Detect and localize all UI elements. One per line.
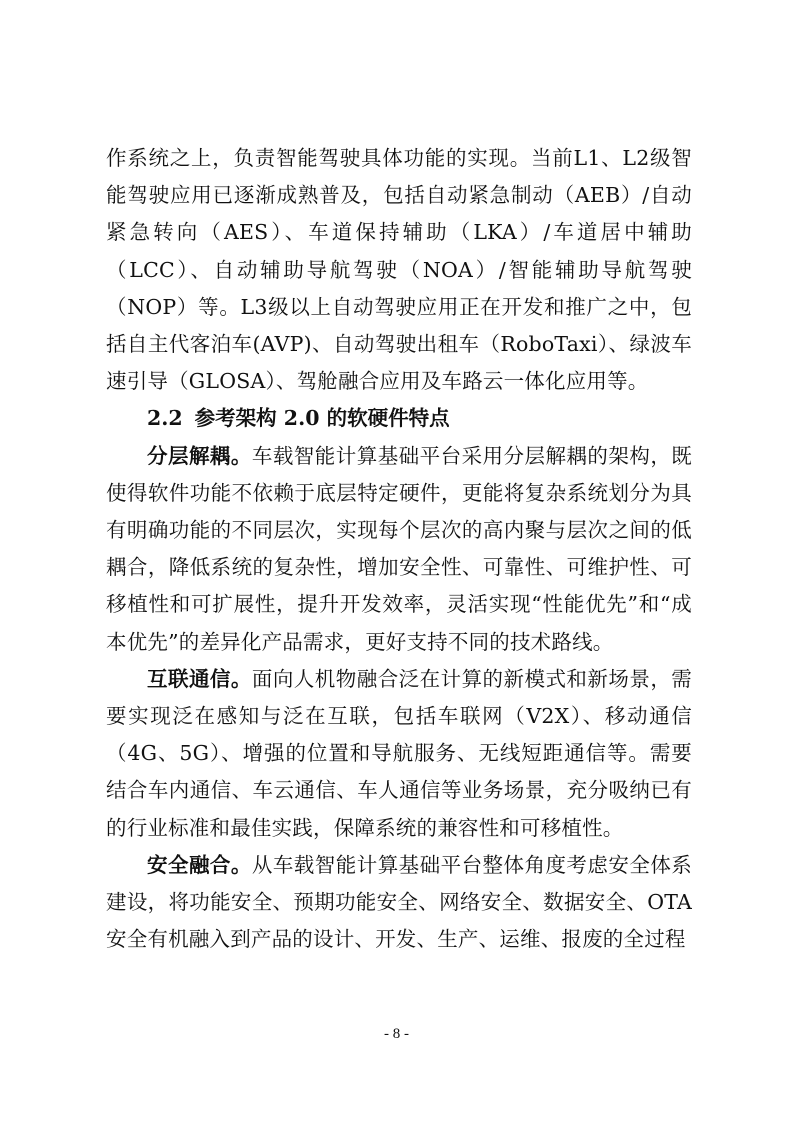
paragraph-lead: 安全融合。 <box>147 852 252 877</box>
page-number: - 8 - <box>384 1026 409 1042</box>
paragraph-lead: 互联通信。 <box>147 666 252 691</box>
continuation-paragraph: 作系统之上，负责智能驾驶具体功能的实现。当前L1、L2级智能驾驶应用已逐渐成熟普及，包括自动紧急制动（AEB）/自动紧急转向（AES）、车道保持辅助（LKA）/车道居中辅助（LCC）、自动辅助导航驾驶（NOA）/智能辅助导航驾驶（NOP）等。L3级以上自动驾驶应用正在开发和推广之中，包括自主代客泊车(AVP)、自动驾驶出租车（RoboTaxi）、绿波车速引导（GLOSA）、驾舱融合应用及车路云一体化应用等。 <box>106 146 692 394</box>
paragraph-layered-decoupling <box>106 438 692 661</box>
paragraph-interconnection <box>106 661 692 847</box>
paragraph-lead: 分层解耦。 <box>147 443 252 468</box>
paragraph-text: 车载智能计算基础平台采用分层解耦的架构，既使得软件功能不依赖于底层特定硬件，更能将复杂系统划分为具有明确功能的不同层次，实现每个层次的高内聚与层次之间的低耦合，降低系统的复杂性，增加安全性、可靠性、可维护性、可移植性和可扩展性，提升开发效率，灵活实现“性能优先”和“成本优先”的差异化产品需求，更好支持不同的技术路线。 <box>106 443 692 654</box>
paragraph-text: 从车载智能计算基础平台整体角度考虑安全体系建设，将功能安全、预期功能安全、网络安全、数据安全、OTA安全有机融入到产品的设计、开发、生产、运维、报废的全过程 <box>106 852 692 952</box>
document-body <box>106 140 692 958</box>
section-title: 参考架构 2.0 的软硬件特点 <box>194 406 450 431</box>
paragraph-security-fusion <box>106 847 692 959</box>
section-heading <box>106 400 692 437</box>
paragraph-text: 面向人机物融合泛在计算的新模式和新场景，需要实现泛在感知与泛在互联，包括车联网（V2X）、移动通信（4G、5G）、增强的位置和导航服务、无线短距通信等。需要结合车内通信、车云通信、车人通信等业务场景，充分吸纳已有的行业标准和最佳实践，保障系统的兼容性和可移植性。 <box>106 666 692 840</box>
section-number: 2.2 <box>147 406 183 431</box>
